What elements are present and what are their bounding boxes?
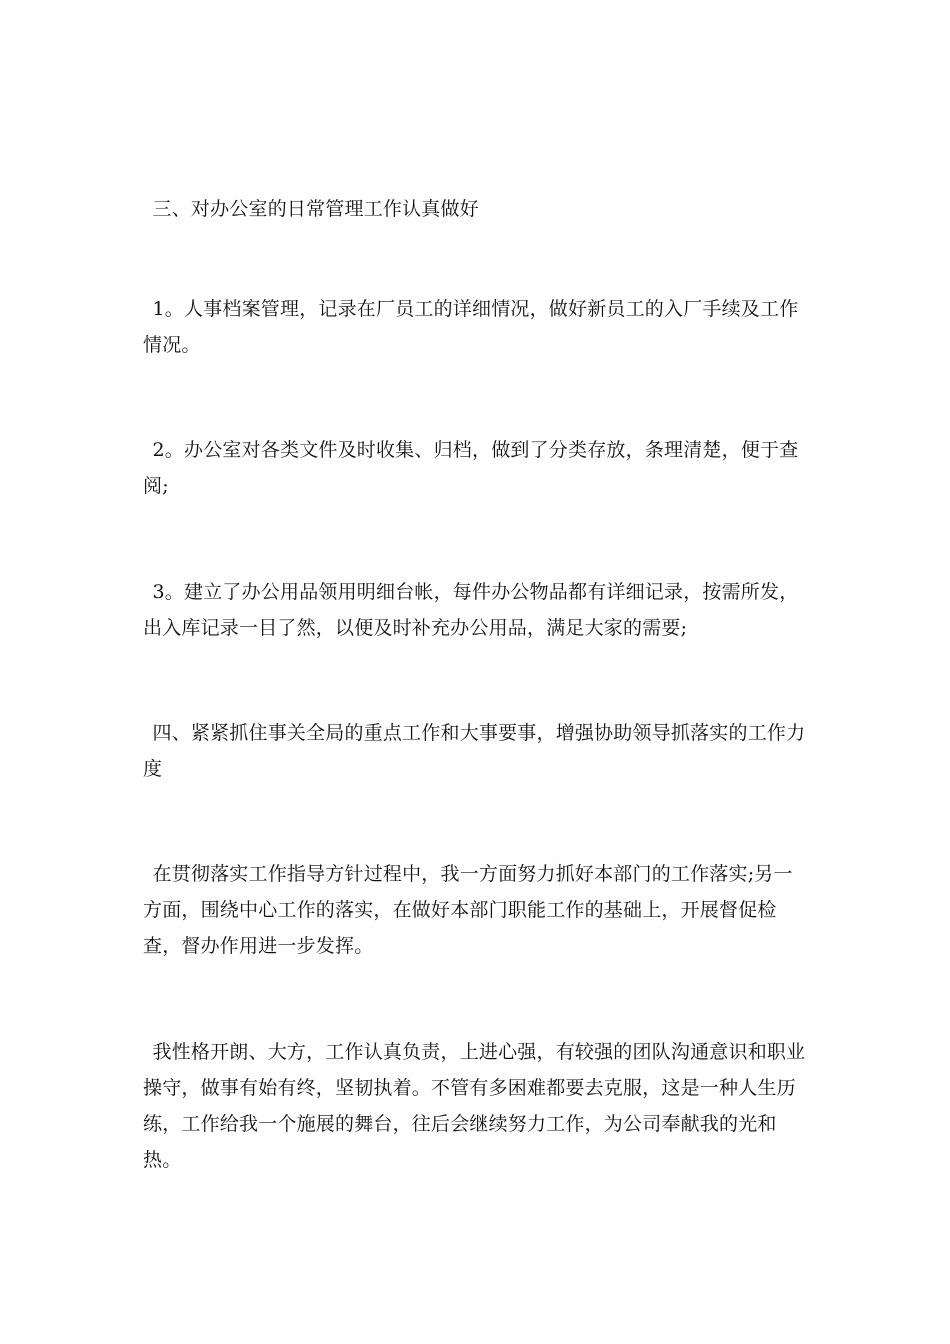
list-item-personnel-files: 1。人事档案管理，记录在厂员工的详细情况，做好新员工的入厂手续及工作情况。	[143, 298, 799, 356]
body-paragraph-self-assessment: 我性格开朗、大方，工作认真负责，上进心强，有较强的团队沟通意识和职业操守，做事有始有终，坚韧执着。不管有多困难都要去克服，这是一种人生历练，工作给我一个施展的舞台，往后会继续努力工作，为公司奉献我的光和热。	[143, 1041, 806, 1171]
list-item-office-supplies: 3。建立了办公用品领用明细台帐，每件办公物品都有详细记录，按需所发，出入库记录一目了然，以便及时补充办公用品，满足大家的需要;	[143, 581, 799, 639]
body-paragraph-implementation: 在贯彻落实工作指导方针过程中，我一方面努力抓好本部门的工作落实;另一方面，围绕中心工作的落实，在做好本部门职能工作的基础上，开展督促检查，督办作用进一步发挥。	[143, 863, 793, 957]
section-heading-four: 四、紧紧抓住事关全局的重点工作和大事要事，增强协助领导抓落实的工作力度	[143, 722, 806, 780]
section-heading-three: 三、对办公室的日常管理工作认真做好	[152, 198, 479, 220]
list-item-document-archiving: 2。办公室对各类文件及时收集、归档，做到了分类存放，条理清楚，便于查阅;	[143, 439, 799, 497]
